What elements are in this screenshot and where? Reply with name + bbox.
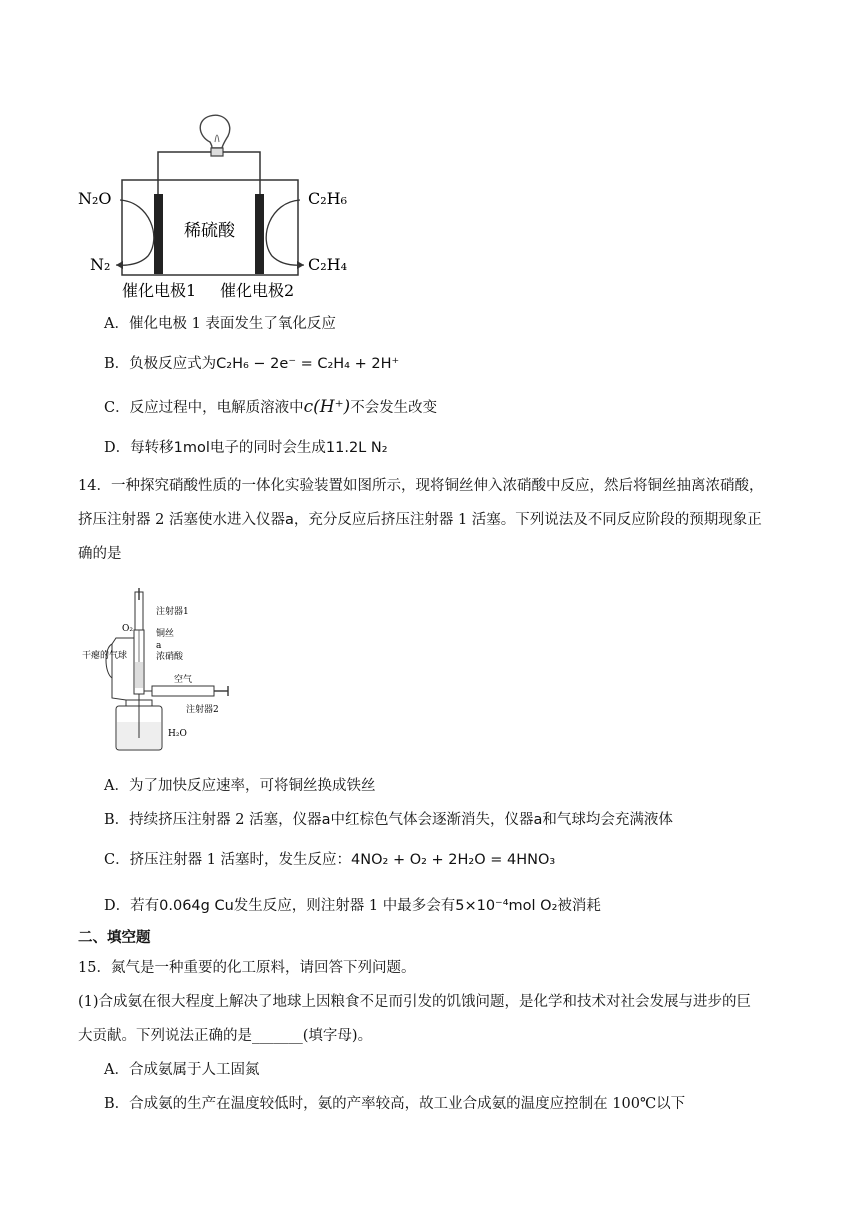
instrument-a-label: a (156, 641, 162, 651)
balloon-label: 干瘪的气球 (82, 651, 128, 661)
nitric-acid-label: 浓硝酸 (156, 652, 184, 662)
q14-option-b-2: 中红棕色气体会逐渐消失，仪器 (330, 812, 534, 828)
q14-option-c (104, 850, 555, 870)
q13-option-d-text: D．每转移 (104, 440, 174, 456)
q13-option-d-mid: 电子的同时会生成 (209, 440, 326, 456)
q14-stem-line1: 14．一种探究硝酸性质的一体化实验装置如图所示，现将铜丝伸入浓硝酸中反应，然后将铜丝抽离浓硝酸， (78, 478, 764, 494)
q14-option-c-text: C．挤压注射器 1 活塞时，发生反应： (104, 852, 352, 868)
q14-option-b-a1: a (321, 812, 331, 828)
q13-option-b-text: B．负极反应式为 (104, 356, 217, 372)
q13-option-c-post: 不会发生改变 (350, 400, 438, 416)
q13-option-c-conc: c(H⁺) (303, 397, 351, 417)
q13-option-d-val1: 1mol (173, 440, 210, 456)
air-label: 空气 (174, 675, 193, 685)
q15-part1-line1: (1)合成氨在很大程度上解决了地球上因粮食不足而引发的饥饿问题，是化学和技术对社会发展与进步的巨 (78, 994, 752, 1010)
q14-option-d-post: 被消耗 (557, 898, 601, 914)
q14-stem-line2-post: ，充分反应后挤压注射器 1 活塞。下列说法及不同反应阶段的预期现象正 (293, 512, 762, 528)
q14-option-d-val1: 0.064g Cu (159, 898, 234, 914)
q14-stem-line2 (78, 510, 762, 530)
copper-wire-label: 铜丝 (156, 629, 175, 639)
water-label: H₂O (168, 729, 187, 739)
electrode1-label: 催化电极1 (122, 281, 197, 300)
electrolyte-label: 稀硫酸 (184, 221, 235, 241)
q15-stem: 15．氮气是一种重要的化工原料，请回答下列问题。 (78, 960, 416, 976)
q14-option-b-1: B．持续挤压注射器 2 活塞，仪器 (104, 812, 322, 828)
section-title: 二、填空题 (78, 930, 151, 946)
q13-option-c-text: C．反应过程中，电解质溶液中 (104, 400, 304, 416)
syringe1-label: 注射器1 (156, 607, 189, 617)
q14-option-d-mid: 发生反应，则注射器 1 中最多会有 (233, 898, 456, 914)
q15-part1-line2: 大贡献。下列说法正确的是_______(填字母)。 (78, 1028, 373, 1044)
q14-option-d-text: D．若有 (104, 898, 160, 914)
q15-option-b: B．合成氨的生产在温度较低时，氨的产率较高，故工业合成氨的温度应控制在 100℃以下 (104, 1096, 686, 1112)
q14-option-b-a2: a (533, 812, 543, 828)
c2h6-label: C₂H₆ (308, 189, 348, 208)
q14-option-b (104, 810, 673, 830)
q13-option-a: A．催化电极 1 表面发生了氧化反应 (104, 316, 336, 332)
q13-option-b-equation: C₂H₆ − 2e⁻ = C₂H₄ + 2H⁺ (216, 356, 400, 372)
q14-option-b-3: 和气球均会充满液体 (542, 812, 673, 828)
q14-option-c-equation: 4NO₂ + O₂ + 2H₂O = 4HNO₃ (351, 852, 556, 868)
q14-stem-line2-pre: 挤压注射器 2 活塞使水进入仪器 (78, 512, 285, 528)
q15-option-a: A．合成氨属于人工固氮 (104, 1062, 260, 1078)
nitric-acid-apparatus-diagram (82, 588, 242, 754)
n2-label: N₂ (90, 255, 111, 274)
q13-option-c (104, 397, 437, 418)
electrode2-label: 催化电极2 (220, 281, 295, 300)
q13-option-d-val2: 11.2L N₂ (325, 440, 388, 456)
q14-option-d-val2: 5×10⁻⁴mol O₂ (455, 898, 558, 914)
q14-stem-line3: 确的是 (78, 546, 122, 562)
q14-option-a: A．为了加快反应速率，可将铜丝换成铁丝 (104, 778, 376, 794)
fuel-cell-diagram (70, 108, 370, 304)
n2o-label: N₂O (78, 189, 112, 208)
c2h4-label: C₂H₄ (308, 255, 348, 274)
q13-option-b (104, 354, 399, 374)
q14-stem-a: a (284, 512, 294, 528)
syringe2-label: 注射器2 (186, 705, 219, 715)
q13-option-d (104, 438, 388, 458)
o2-label: O₂ (122, 624, 133, 634)
light-bulb-icon (200, 115, 230, 156)
q14-option-d (104, 896, 601, 916)
